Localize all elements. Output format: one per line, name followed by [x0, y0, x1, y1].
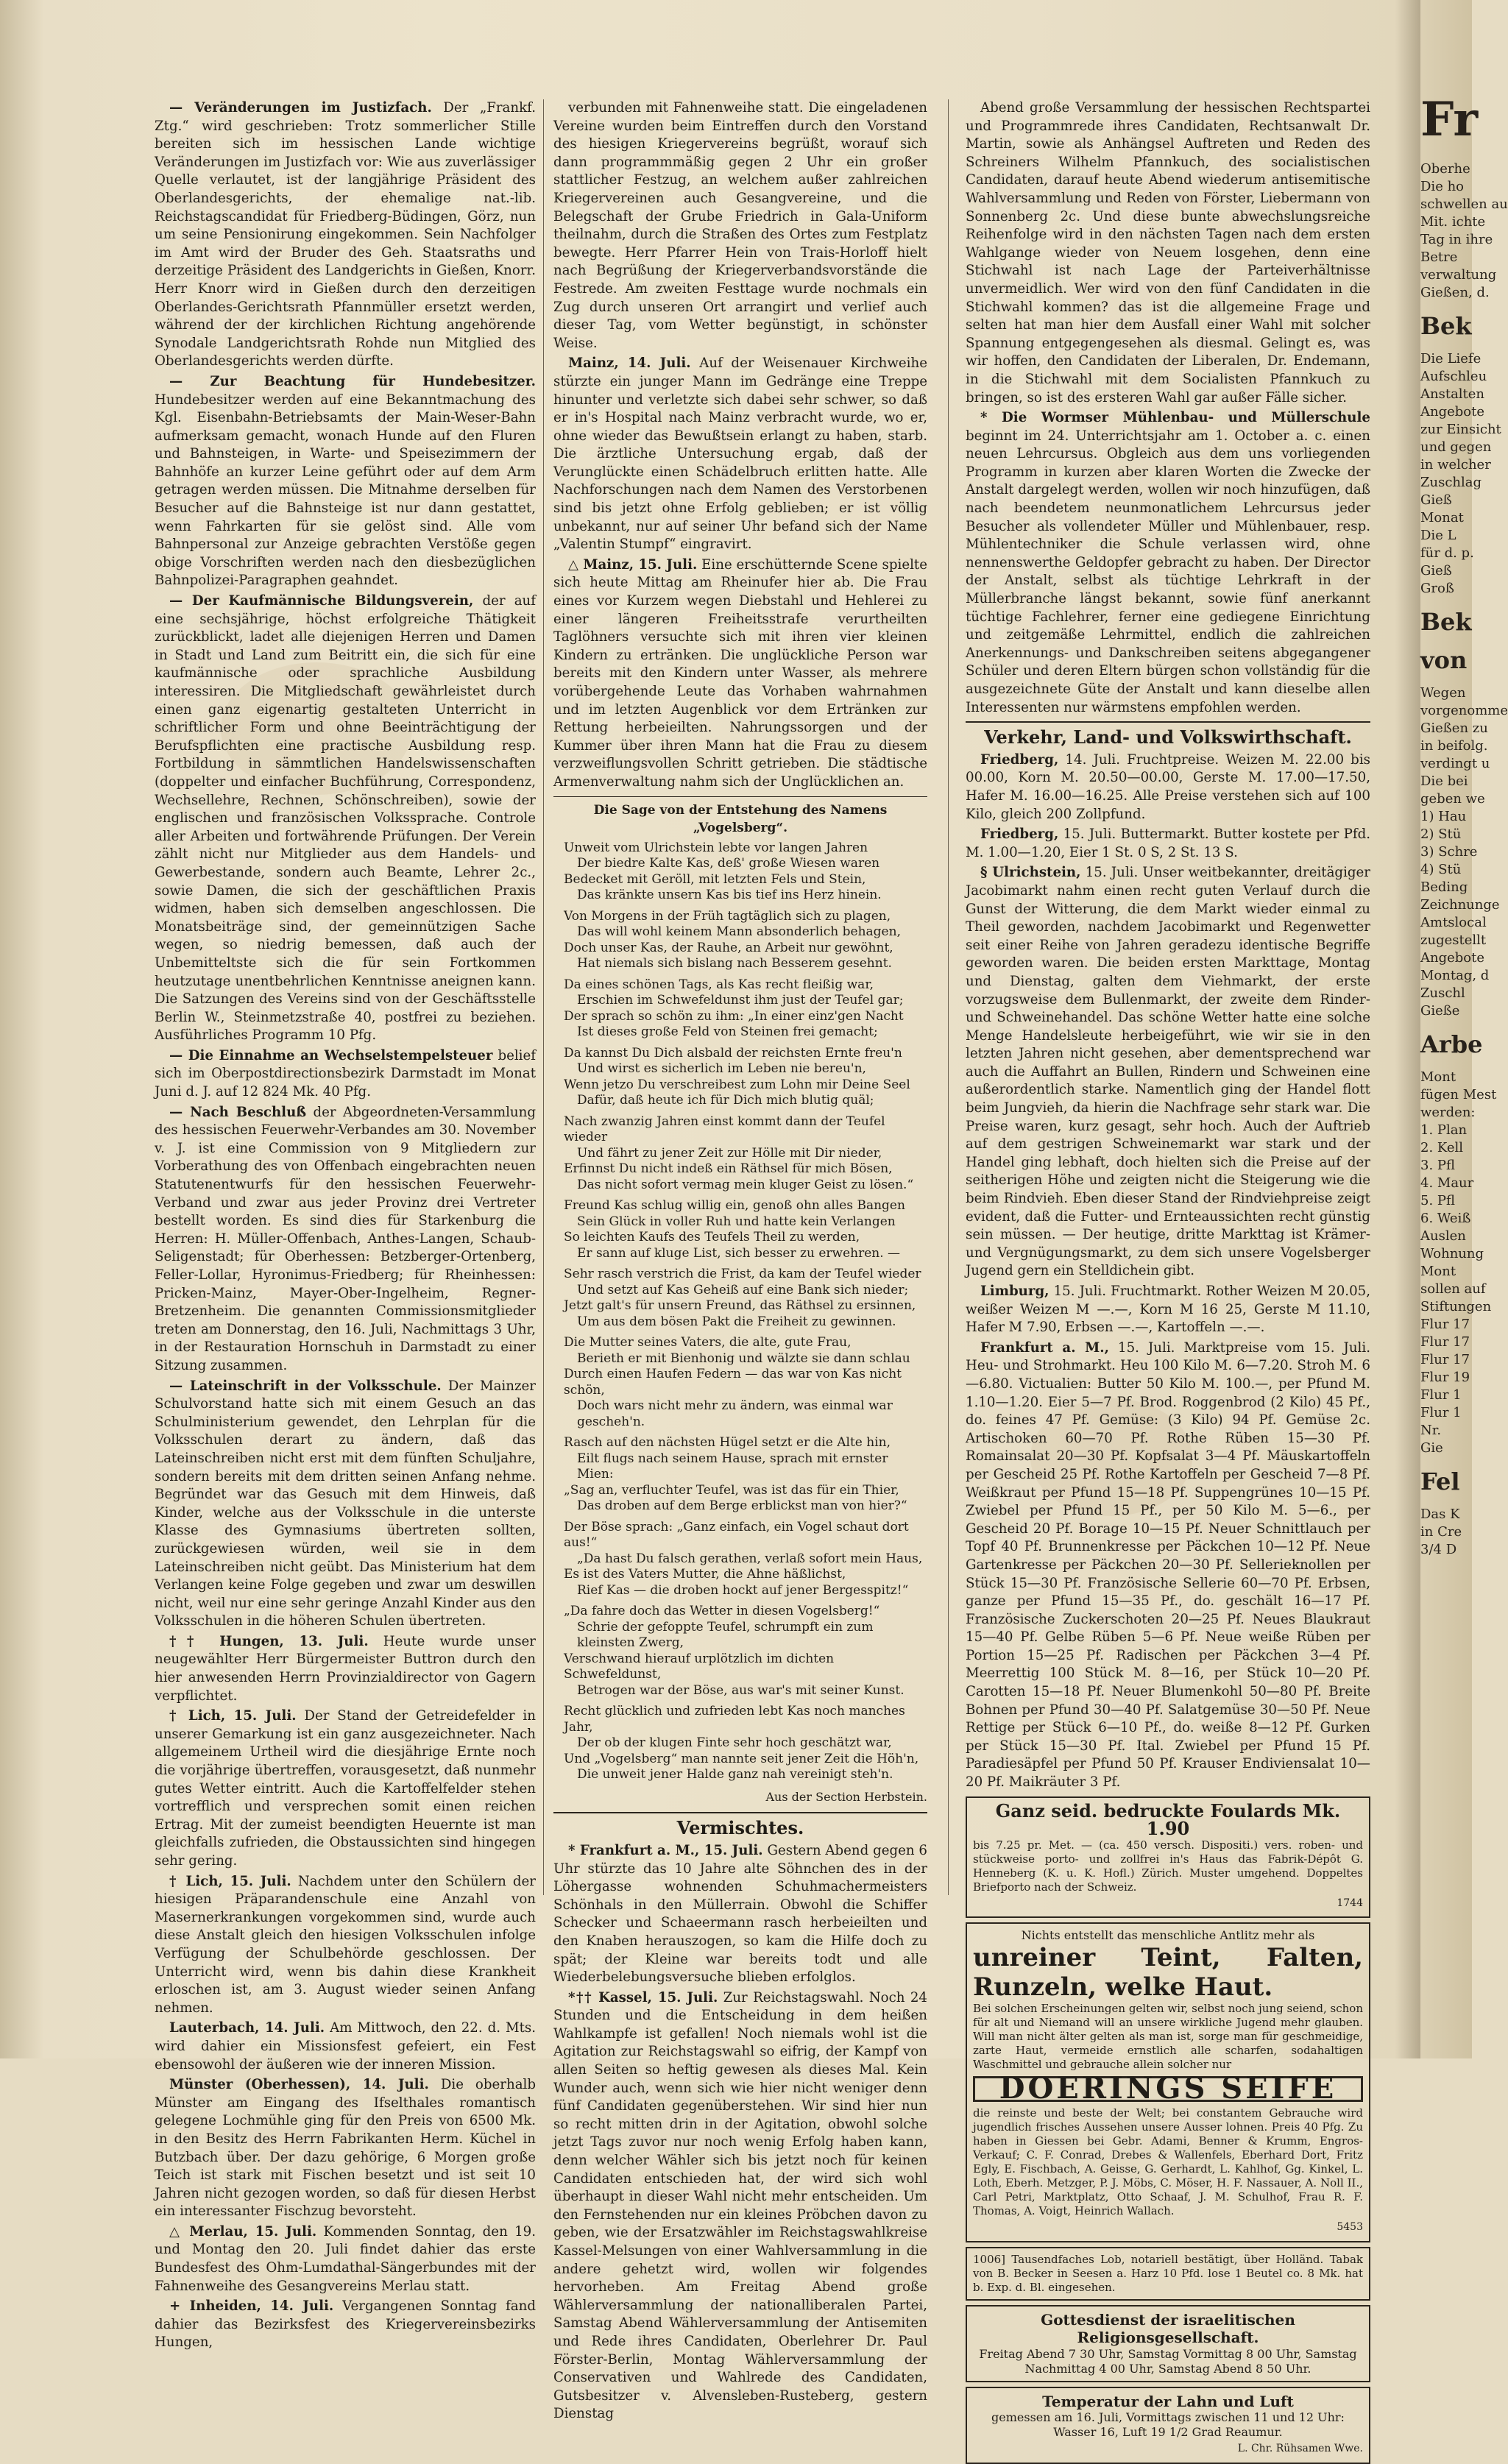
- next-page-text-fragment: Gieß: [1420, 563, 1452, 578]
- article-text: Der „Frankf. Ztg.“ wird geschrieben: Trotz sommerlicher Stille bereiten sich im hessischen Lande wichtige Veränderungen im Justizfach vor: Wie aus zuverlässiger Quelle verlautet, ist der langjährige Präsident des Oberlandesgerichts, der ehemalige nat.-lib. Reichstagscandidat für Friedberg-Büdingen, Görz, nun um seine Pensionirung eingekommen. Sein Nachfolger im Amt wird der Bruder des Geh. Staatsraths und derzeitige Präsident des Landgerichts in Gießen, Knorr. Herr Knorr wird in Gießen durch den derzeitigen Oberlandes-Gerichtsrath Pfannmüller ersetzt werden, während der der kirchlichen Richtung angehörende Synodale Landgerichtsrath Rohde nun Mitglied des Oberlandesgerichts werden dürfte.: [155, 100, 536, 369]
- next-page-text-fragment: Flur 17: [1420, 1352, 1470, 1367]
- next-page-text-fragment: Angebote: [1420, 950, 1485, 966]
- next-page-text-fragment: 3/4 D: [1420, 1542, 1457, 1557]
- poem-line: Schrie der gefoppte Teufel, schrumpft ein zum kleinsten Zwerg,: [577, 1619, 874, 1651]
- section-title-economy: Verkehr, Land- und Volkswirthschaft.: [984, 726, 1352, 748]
- poem-line: Nach zwanzig Jahren einst kommt dann der Teufel wieder: [564, 1114, 885, 1145]
- divider: [966, 721, 1370, 723]
- article-text: Vergangenen Sonntag fand dahier das Bezirksfest des Kriegervereinsbezirks Hungen,: [155, 2298, 536, 2351]
- poem-line: Erschien im Schwefeldunst ihm just der Teufel gar;: [577, 993, 904, 1008]
- next-page-text-fragment: 1) Hau: [1420, 809, 1467, 824]
- next-page-text-fragment: Flur 19: [1420, 1370, 1470, 1385]
- ad-headline: unreiner Teint, Falten, Runzeln, welke Haut.: [973, 1943, 1363, 2003]
- next-page-text-fragment: 4) Stü: [1420, 862, 1462, 877]
- article-text: Kommenden Sonntag, den 19. und Montag den 20. Juli findet dahier das erste Bundesfest des Ohm-Lumdathal-Sängerbundes mit der Fahnenweihe des Gesangvereins Merlau statt.: [155, 2223, 536, 2294]
- next-page-text-fragment: 3. Pfl: [1420, 1158, 1456, 1173]
- article-text: 15. Juli. Unser weitbekannter, dreitägiger Jacobimarkt nahm einen recht guten Verlauf durch die Gunst der Witterung, die dem Markt wieder einmal zu Theil geworden, nachdem Jacobimarkt und Regenwetter seit einer Reihe von Jahren geradezu identische Begriffe geworden waren. Die beiden ersten Markttage, Montag und Dienstag, galten dem Viehmarkt, der erste vorzugsweise dem Bullenmarkt, der zweite dem Rinder- und Schweinehandel. Das schöne Wetter hatte eine solche Menge Handelsleute herbeigeführt, wie wir sie in den letzten Jahren nicht gesehen, aber dementsprechend war auch die Auffahrt an Bullen, Rindern und Schweinen eine außerordentlich starke. Namentlich ging der Handel flott beim Jungvieh, da hierin die Nachfrage sehr stark war. Die Preise waren, kurz gesagt, sehr hoch. Auch der Auftrieb auf dem gestrigen Schweinemarkt war stark und der Handel ging lebhaft, doch hielten sich die Preise auf der seitherigen Höhe und zeigten nicht die Steigerung wie die beim Rindvieh. Eben dieser Stand der Rindviehpreise zeigt evident, daß die Futter- und Ernteaussichten recht günstig sein müssen. — Der heutige, dritte Markttag ist Krämer- und Vergnügungsmarkt, zu dem sich unsere Vogelsberger Jugend gern ein Stelldichein gibt.: [966, 865, 1370, 1279]
- article-text: Der Mainzer Schulvorstand hatte sich mit einem Gesuch an das Schulministerium gewendet, den Lehrplan für die Volksschulen derart zu ändern, daß das Lateinschreiben nicht erst mit dem fünften Schuljahre, sondern bereits mit dem dritten seinen Anfang nehme. Begründet war das Gesuch mit dem Hinweis, daß Kinder, welche aus der Volksschule in die unterste Klasse des Gymnasiums übertreten sollten, zurückgewiesen würden, weil sie in dem Lateinschreiben nicht geübt. Das Ministerium hat dem Verlangen keine Folge gegeben und zwar um deswillen nicht, weil nur eine sehr geringe Anzahl Kinder aus den Volksschulen in die höheren Schulen übertreten.: [155, 1378, 537, 1629]
- next-page-text-fragment: Gießen zu: [1420, 721, 1488, 736]
- next-page-text-fragment: Die Liefe: [1420, 351, 1482, 367]
- notice-temperature: [966, 2387, 1370, 2464]
- poem-line: Recht glücklich und zufrieden lebt Kas noch manches Jahr,: [564, 1704, 905, 1735]
- divider: [553, 796, 927, 797]
- news-continued: [966, 99, 1370, 717]
- poem-line: Unweit vom Ulrichstein lebte vor langen Jahren: [564, 840, 868, 855]
- article-headline: — Lateinschrift in der Volksschule.: [169, 1378, 442, 1394]
- article-headline: † Lich, 15. Juli.: [169, 1708, 297, 1724]
- next-page-text-fragment: 3) Schre: [1420, 844, 1478, 860]
- article-text: belief sich im Oberpostdirectionsbezirk Darmstadt im Monat Juni d. J. auf 12 824 Mk. 40 Pfg.: [155, 1047, 536, 1100]
- poem-line: Rasch auf den nächsten Hügel setzt er die Alte hin,: [564, 1435, 891, 1451]
- article-paragraph: [155, 1047, 536, 1102]
- next-page-text-fragment: Zuschlag: [1420, 475, 1482, 490]
- poem-line: Und setzt auf Kas Geheiß auf eine Bank sich nieder;: [577, 1282, 909, 1298]
- section-title-vermischtes: Vermischtes.: [676, 1817, 804, 1839]
- article-headline: △ Mainz, 15. Juli.: [568, 556, 698, 573]
- next-page-text-fragment: in Cre: [1420, 1524, 1462, 1540]
- article-text: Die oberhalb Münster am Eingang des Ifselthales romantisch gelegene Lochmühle ging für den Preis von 6500 Mk. in den Besitz des Herrn Fabrikanten Herm. Küchel in Butzbach über. Der dazu gehörige, 6 Morgen große Teich ist stark mit Fischen besetzt und ist seit 10 Jahren nicht gezogen worden, so daß für diesen Herbst ein interessanter Fischzug bevorsteht.: [155, 2077, 536, 2220]
- article-text: 15. Juli. Marktpreise vom 15. Juli. Heu- und Strohmarkt. Heu 100 Kilo M. 6—7.20. Stroh M. 6—6.80. Victualien: Butter 50 Kilo M. 100.—, per Pfund M. 1.10—1.20. Eier 5—7 Pf. Brod. Roggenbrod (2 Kilo) 45 Pf., do. feines 47 Pf. Gemüse: (3 Kilo) 94 Pf. Gemüse 2c. Artischoken 60—70 Pf. Rothe Rüben 15—30 Pf. Romainsalat 20—30 Pf. Kopfsalat 3—4 Pf. Mäuskartoffeln per Gescheid 25 Pf. Rothe Kartoffeln per Gescheid 7—8 Pf. Weißkraut per Pfund 15—18 Pf. Suppengrünes 10—15 Pf. Zwiebel per Pfund 15 Pf., per 50 Kilo M. 5—6., per Gescheid 20 Pf. Borage 10—15 Pf. Neuer Schnittlauch per Topf 40 Pf. Brunnenkresse per Päckchen 10—12 Pf. Neue Gartenkresse per Päckchen 20—30 Pf. Sellerieknollen per Stück 15—30 Pf. Französische Sellerie 60—70 Pf. Erbsen, ganze per Pfund 15—35 Pf., do. geschält 16—17 Pf. Französische Zuckerschoten 20—25 Pf. Neues Blaukraut 15—40 Pf. Gelbe Rüben 5—6 Pf. Neue weiße Rüben per Portion 15—25 Pf. Radischen per Päckchen 3—4 Pf. Meerrettig 100 Stück M. 8—16, per Stück 10—20 Pf. Carotten 15—18 Pf. Neuer Blumenkohl 50—80 Pf. Breite Bohnen per Pfund 30—40 Pf. Salatgemüse 30—50 Pf. Neue Rettige per Stück 6—10 Pf., do. weiße 8—12 Pf. Gurken per Stück 15—30 Pf. Ital. Zwiebel per Pfund 15 Pf. Paradiesäpfel per Pfund 50 Pf. Krauser Endiviensalat 10—20 Pf. Maikräuter 3 Pf.: [966, 1339, 1370, 1791]
- poem-line: Der sprach so schön zu ihm: „In einer einz'gen Nacht: [564, 1008, 904, 1024]
- next-page-text-fragment: Nr.: [1420, 1423, 1442, 1438]
- poem-line: Berieth er mit Bienhonig und wälzte sie dann schlau: [577, 1350, 910, 1366]
- next-page-text-fragment: verwaltung: [1420, 267, 1497, 283]
- next-page-text-fragment: Zuschl: [1420, 985, 1465, 1001]
- article-text: Am Mittwoch, den 22. d. Mts. wird dahier ein Missionsfest gefeiert, ein Fest ebensowohl der äußeren wie der inneren Mission.: [155, 2020, 536, 2072]
- article-paragraph: [553, 1842, 927, 1987]
- next-page-text-fragment: Flur 17: [1420, 1317, 1470, 1332]
- poem-stanza: [564, 1046, 927, 1109]
- next-page-text-fragment: 1. Plan: [1420, 1122, 1468, 1138]
- ad-detail: die reinste und beste der Welt; bei constantem Gebrauche wird jugendlich frisches Aussehen unsere Ausser lohnen. Preis 40 Pfg. Zu haben in Giessen bei Gebr. Adami, Benner & Krumm, Engros-Verkauf; C. F. Conrad, Drebes & Wallenfels, Eberhard Dort, Fritz Egly, E. Fischbach, A. Geisse, G. Gerhardt, L. Kahlhof, Gg. Kinkel, L. Loth, Eberh. Metzger, P. J. Möbs, C. Möser, H. F. Nassauer, A. Noll II., Carl Petri, Marktplatz, Otto Schaaf, J. M. Schulhof, Frau R. F. Thomas, A. Voigt, Heinrich Wallach.: [973, 2106, 1363, 2217]
- ad-doerings-seife: [966, 1922, 1370, 2242]
- article-paragraph: [553, 1989, 927, 2424]
- ad-reference: 5453: [1337, 2221, 1363, 2233]
- ad-text: Bei solchen Erscheinungen gelten wir, selbst noch jung seiend, schon für alt und Niemand will an unsere wirkliche Jugend mehr glauben. Will man nicht älter gelten als man ist, sorge man für geschmeidige, zarte Haut, vermeide ernstlich alle scharfen, sodahaltigen Waschmittel und gebrauche allein solcher nur: [973, 2002, 1363, 2072]
- article-text: Auf der Weisenauer Kirchweihe stürzte ein junger Mann im Gedränge eine Treppe hinunter und verletzte sich dabei sehr schwer, so daß er in's Hospital nach Mainz verbracht wurde, wo er, ohne wieder das Bewußtsein erlangt zu haben, starb. Die ärztliche Untersuchung ergab, daß der Verunglückte einen Schädelbruch erlitten hatte. Alle Nachforschungen nach dem Namen des Verstorbenen sind bis jetzt ohne Erfolg geblieben; er ist völlig unbekannt, nur auf seiner Uhr befand sich der Name „Valentin Stumpf“ eingravirt.: [553, 355, 927, 553]
- next-page-text-fragment: Montag, d: [1420, 968, 1490, 983]
- article-headline: + Inheiden, 14. Juli.: [169, 2298, 334, 2315]
- poem-line: Bedecket mit Geröll, mit letzten Fels und Stein,: [564, 871, 866, 887]
- poem-line: Betrogen war der Böse, aus war's mit seiner Kunst.: [577, 1682, 905, 1698]
- poem-line: So leichten Kaufs des Teufels Theil zu werden,: [564, 1230, 860, 1245]
- poem-line: Jetzt galt's für unsern Freund, das Räthsel zu ersinnen,: [564, 1298, 916, 1314]
- article-headline: Münster (Oberhessen), 14. Juli.: [169, 2077, 429, 2093]
- article-headline: Lauterbach, 14. Juli.: [169, 2020, 325, 2036]
- poem-line: Da kannst Du Dich alsbald der reichsten Ernte freu'n: [564, 1045, 902, 1061]
- article-text: 14. Juli. Fruchtpreise. Weizen M. 22.00 bis 00.00, Korn M. 20.50—00.00, Gerste M. 17.00—17.50, Hafer M. 16.00—16.25. Alle Preise verstehen sich auf 100 Kilo, gleich 200 Zollpfund.: [966, 751, 1370, 822]
- article-headline: † Lich, 15. Juli.: [169, 1873, 291, 1889]
- brand-doerings-seife: DOERINGS SEIFE: [973, 2076, 1363, 2102]
- article-headline: *†† Kassel, 15. Juli.: [568, 1989, 718, 2005]
- next-page-text-fragment: zur Einsicht: [1420, 422, 1501, 437]
- next-page-text-fragment: Amtslocal: [1420, 915, 1487, 930]
- article-paragraph: [155, 1707, 536, 1870]
- poem-line: Das kränkte unsern Kas bis tief ins Herz hinein.: [577, 888, 882, 903]
- article-headline: — Die Einnahme an Wechselstempelsteuer: [169, 1047, 493, 1063]
- article-text: Eine erschütternde Scene spielte sich heute Mittag am Rheinufer hier ab. Die Frau eines vor Kurzem wegen Diebstahl und Hehlerei zu einer längeren Freiheitsstrafe verurtheilten Taglöhners versuchte sich mit ihren vier kleinen Kindern zu ertränken. Die unglückliche Person war bereits mit den Kindern unter Wasser, als mehrere vorübergehende Leute das Vorhaben wahrnahmen und im letzten Augenblick vor dem Ertränken zur Rettung herbeieilten. Nahrungssorgen und der Kummer über ihren Mann hat die Frau zu diesem verzweiflungsvollen Schritt getrieben. Die städtische Armenverwaltung nahm sich der Unglücklichen an.: [553, 556, 928, 790]
- next-page-text-fragment: vorgenomme: [1420, 703, 1508, 718]
- poem-line: Verschwand hierauf urplötzlich im dichten Schwefeldunst,: [564, 1651, 835, 1682]
- next-page-text-fragment: Betre: [1420, 249, 1458, 265]
- notice-headline: Gottesdienst der israelitischen Religionsgesellschaft.: [1041, 2310, 1295, 2347]
- next-page-text-fragment: Fel: [1420, 1468, 1460, 1495]
- article-text: Hundebesitzer werden auf eine Bekanntmachung des Kgl. Eisenbahn-Betriebsamts der Main-Weser-Bahn aufmerksam gemacht, wonach Hunde auf den Fluren und Bahnsteigen, in Warte- und Speisezimmern der Bahnhöfe an kurzer Leine geführt oder auf dem Arm getragen werden müssen. Die Mitnahme derselben für Besucher auf die Bahnsteige ist nur dann gestattet, wenn Fahrkarten für sie gelöst sind. Alle vom Bahnpersonal zur Anzeige gebrachten Verstöße gegen obige Vorschriften werden nach den diesbezüglichen Bahnpolizei-Paragraphen geahndet.: [155, 392, 536, 589]
- poem-line: Dafür, daß heute ich für Dich mich blutig quäl;: [577, 1093, 874, 1108]
- next-page-text-fragment: sollen auf: [1420, 1281, 1486, 1297]
- poem-line: Doch wars nicht mehr zu ändern, was einmal war gescheh'n.: [577, 1398, 893, 1429]
- next-page-text-fragment: 2) Stü: [1420, 826, 1462, 842]
- next-page-text-fragment: schwellen au: [1420, 197, 1508, 212]
- next-page-text-fragment: Flur 17: [1420, 1334, 1470, 1350]
- poem-line: Erfinnst Du nicht indeß ein Räthsel für mich Bösen,: [564, 1161, 893, 1177]
- next-page-text-fragment: geben we: [1420, 791, 1485, 807]
- notice-signature: L. Chr. Rühsamen Wwe.: [1237, 2443, 1363, 2455]
- article-text: Zur Reichstagswahl. Noch 24 Stunden und die Entscheidung in dem heißen Wahlkampfe ist gefallen! Noch niemals wohl ist die Agitation zur Reichstagswahl so eifrig, der Kampf von allen Seiten so heftig gewesen als dieses Mal. Kein Wunder auch, wenn sich wie hier nicht weniger denn fünf Candidaten gegenüberstehen. Wir sind hier nun so recht mitten drin in der Agitation, obwohl solche jetzt Tags zuvor nur noch wenig Erfolg haben kann, denn welcher Wähler sich bis jetzt noch für keinen Candidaten entschieden hat, der wird sich wohl überhaupt in dieser Wahl nicht mehr entscheiden. Um den Fernstehenden nur ein kleines Pröbchen davon zu geben, wie der Ersatzwähler im Reichstagswahlkreise Kassel-Melsungen von einer Wahlversammlung in die andere gehetzt wird, wollen wir folgendes hervorheben. Am Freitag Abend große Wählerversammlung der nationalliberalen Partei, Samstag Abend Wählerversammlung der Antisemiten und Rede ihres Candidaten, Oberlehrer Dr. Paul Förster-Berlin, Montag Wählerversammlung der Conservativen und Wahlrede des Candidaten, Gutsbesitzer v. Alvensleben-Rusteberg, gestern Dienstag: [553, 1989, 927, 2422]
- next-page-text-fragment: Gie: [1420, 1440, 1443, 1456]
- poem-line: Die unweit jener Halde ganz nah vereinigt steh'n.: [577, 1767, 893, 1782]
- column-right: [966, 99, 1370, 2455]
- next-page-text-fragment: Mont: [1420, 1264, 1456, 1279]
- next-page-text-fragment: Fr: [1420, 92, 1479, 147]
- next-page-text-fragment: für d. p.: [1420, 545, 1474, 561]
- article-paragraph: [155, 1104, 536, 1376]
- next-page-text-fragment: 2. Kell: [1420, 1140, 1464, 1155]
- poem-line: Durch einen Haufen Federn — das war von Kas nicht schön,: [564, 1367, 902, 1398]
- next-page-text-fragment: Zeichnunge: [1420, 897, 1500, 913]
- next-page-text-fragment: Bek: [1420, 608, 1472, 636]
- article-paragraph: [155, 2223, 536, 2295]
- article-headline: * Die Wormser Mühlenbau- und Müllerschule: [980, 410, 1370, 426]
- ad-tabak-text: 1006] Tausendfaches Lob, notariell bestätigt, über Holländ. Tabak von B. Becker in Seesen a. Harz 10 Pfd. lose 1 Beutel co. 8 Mk. hat b. Exp. d. Bl. eingesehen.: [973, 2252, 1363, 2294]
- next-page-text-fragment: 6. Weiß: [1420, 1211, 1471, 1226]
- article-paragraph: [966, 99, 1370, 407]
- next-page-text-fragment: Wohnung: [1420, 1246, 1484, 1261]
- poem-line: Doch unser Kas, der Rauhe, an Arbeit nur gewöhnt,: [564, 940, 893, 955]
- next-page-text-fragment: Wegen: [1420, 685, 1466, 701]
- poem-line: Eilt flugs nach seinem Hause, sprach mit ernster Mien:: [577, 1451, 888, 1482]
- article-text: Abend große Versammlung der hessischen Rechtspartei und Programmrede ihres Candidaten, Rechtsanwalt Dr. Martin, sowie als Anhängsel Auftreten und Reden des Schreiners Wilhelm Pfannkuch, des socialistischen Candidaten, darauf heute Abend wiederum antisemitische Wahlversammlung und Reden von Förster, Liebermann von Sonnenberg 2c. Und diese bunte abwechslungsreiche Reihenfolge wird in den nächsten Tagen nach dem ersten Wahlgange wieder von Neuem losgehen, denn eine Stichwahl ist nach Lage der Parteiverhältnisse unvermeidlich. Wer wird von den fünf Candidaten in die Stichwahl kommen? das ist die allgemeine Frage und selten hat man hier dem Ausfall einer Wahl mit solcher Spannung entgegengesehen als diesmal. Gelingt es, was wir hoffen, den Candidaten der Liberalen, Dr. Endemann, in die Stichwahl mit dem Socialisten Pfannkuch zu bringen, so ist des ersteren Wahl gar außer Fälle sicher.: [966, 100, 1370, 406]
- next-page-text-fragment: 5. Pfl: [1420, 1193, 1456, 1208]
- next-page-text-fragment: Bek: [1420, 312, 1472, 340]
- poem-line: „Da fahre doch das Wetter in diesen Vogelsberg!“: [564, 1604, 880, 1619]
- next-page-text-fragment: Oberhe: [1420, 161, 1470, 177]
- poem-line: „Sag an, verfluchter Teufel, was ist das für ein Thier,: [564, 1482, 899, 1498]
- article-paragraph: [553, 99, 927, 353]
- poem-line: Da eines schönen Tags, als Kas recht fleißig war,: [564, 977, 874, 992]
- poem-line: Es ist des Vaters Mutter, die Ahne häßlichst,: [564, 1567, 846, 1582]
- next-page-text-fragment: von: [1420, 646, 1468, 674]
- article-headline: — Nach Beschluß: [169, 1104, 307, 1120]
- poem-stanza: [564, 840, 927, 904]
- article-paragraph: [966, 1339, 1370, 1792]
- ad-foulards-headline: Ganz seid. bedruckte Foulards Mk. 1.90: [995, 1799, 1341, 1840]
- poem-signature: Aus der Section Herbstein.: [765, 1789, 927, 1804]
- article-headline: * Frankfurt a. M., 15. Juli.: [568, 1842, 763, 1858]
- poem-line: Das will wohl keinem Mann absonderlich behagen,: [577, 924, 901, 940]
- next-page-text-fragment: zugestellt: [1420, 932, 1487, 948]
- next-page-text-fragment: Die bei: [1420, 773, 1468, 789]
- article-headline: § Ulrichstein,: [980, 865, 1081, 881]
- article-headline: Limburg,: [980, 1284, 1049, 1299]
- next-page-text-fragment: Die L: [1420, 528, 1456, 543]
- next-page-text-fragment: Arbe: [1420, 1030, 1483, 1058]
- article-paragraph: [966, 864, 1370, 1281]
- next-page-text-fragment: Flur 1: [1420, 1405, 1462, 1420]
- poem-line: Von Morgens in der Früh tagtäglich sich zu plagen,: [564, 908, 891, 924]
- article-paragraph: [155, 2076, 536, 2221]
- poem-stanza: [564, 1267, 927, 1330]
- article-headline: †† Hungen, 13. Juli.: [169, 1633, 369, 1649]
- article-headline: Frankfurt a. M.,: [980, 1339, 1109, 1356]
- article-text: Heute wurde unser neugewählter Herr Bürgermeister Buttron durch den hier anwesenden Herrn Provinzialdirector von Gagern verpflichtet.: [155, 1633, 536, 1704]
- next-page-text-fragment: Das K: [1420, 1507, 1460, 1522]
- divider: [553, 1812, 927, 1813]
- adjacent-page-fragment: [1420, 88, 1508, 1899]
- miscellaneous-news: [553, 1842, 927, 2424]
- article-text: Gestern Abend gegen 6 Uhr stürzte das 10 Jahre alte Söhnchen des in der Löhergasse wohnenden Schuhmachermeisters Schönhals in den Müllerrain. Obwohl die Schiffer Schecker und Schaeermann rasch herbeieilten und den Knaben herauszogen, so kam die Hilfe doch zu spät; der Kleine war bereits todt und alle Wiederbelebungsversuche blieben erfolglos.: [553, 1842, 927, 1986]
- next-page-text-fragment: Mont: [1420, 1069, 1456, 1085]
- ad-reference: 1744: [1337, 1897, 1363, 1909]
- poem-stanza: [564, 977, 927, 1041]
- next-page-text-fragment: Tag in ihre: [1420, 232, 1493, 247]
- poem: [564, 840, 927, 1783]
- next-page-text-fragment: Angebote: [1420, 404, 1485, 419]
- poem-line: Wenn jetzo Du verschreibest zum Lohn mir Deine Seel: [564, 1077, 910, 1092]
- next-page-text-fragment: Gießen, d.: [1420, 285, 1490, 300]
- local-news-continued: [553, 99, 927, 792]
- poem-line: Das nicht sofort vermag mein kluger Geist zu lösen.“: [577, 1177, 914, 1192]
- poem-stanza: [564, 1604, 927, 1699]
- article-paragraph: [966, 409, 1370, 717]
- column-middle: [553, 99, 928, 2422]
- notice-text: gemessen am 16. Juli, Vormittags zwischen 11 und 12 Uhr: Wasser 16, Luft 19 1/2 Grad Reaumur.: [991, 2410, 1345, 2440]
- poem-stanza: [564, 1704, 927, 1783]
- poem-line: Und „Vogelsberg“ man nannte seit jener Zeit die Höh'n,: [564, 1751, 919, 1766]
- poem-line: Die Mutter seines Vaters, die alte, gute Frau,: [564, 1335, 852, 1350]
- next-page-text-fragment: 4. Maur: [1420, 1175, 1474, 1191]
- next-page-text-fragment: und gegen: [1420, 439, 1492, 455]
- article-text: Der Stand der Getreidefelder in unserer Gemarkung ist ein ganz ausgezeichneter. Nach allgemeinem Urtheil wird die diesjährige Ernte noch die vorjährige übertreffen, vorausgesetzt, daß nunmehr gutes Wetter eintritt. Auch die Kartoffelfelder stehen vortrefflich und versprechen somit einen reichen Ertrag. Mit der zumeist beendigten Heuernte ist man gleichfalls zufrieden, die Obstaussichten sind hingegen sehr gering.: [155, 1708, 536, 1869]
- poem-line: Der Böse sprach: „Ganz einfach, ein Vogel schaut dort aus!“: [564, 1519, 909, 1551]
- column-rule: [948, 99, 949, 1895]
- article-paragraph: [155, 1633, 536, 1705]
- next-page-text-fragment: Flur 1: [1420, 1387, 1462, 1403]
- poem-stanza: [564, 1435, 927, 1515]
- next-page-text-fragment: Monat: [1420, 510, 1464, 525]
- article-paragraph: [155, 2298, 536, 2352]
- article-text: 15. Juli. Buttermarkt. Butter kostete per Pfd. M. 1.00—1.20, Eier 1 St. 0 S, 2 St. 13 S.: [966, 826, 1370, 860]
- article-headline: △ Merlau, 15. Juli.: [169, 2223, 317, 2240]
- next-page-text-fragment: Gieß: [1420, 492, 1452, 508]
- article-paragraph: [155, 1873, 536, 2018]
- next-page-text-fragment: Anstalten: [1420, 386, 1485, 402]
- article-text: Nachdem unter den Schülern der hiesigen Präparandenschule eine Anzahl von Masernerkrankungen vorgekommen sind, wurde auch diese Anstalt gleich den hiesigen Volksschulen infolge Verfügung der Schulbehörde geschlossen. Der Unterricht wird, wenn bis dahin diese Krankheit erloschen ist, am 3. August wieder seinen Anfang nehmen.: [155, 1873, 536, 2016]
- next-page-text-fragment: in beifolg.: [1420, 738, 1488, 754]
- article-paragraph: [155, 99, 536, 371]
- notice-headline: Temperatur der Lahn und Luft: [1042, 2392, 1294, 2410]
- article-paragraph: [553, 556, 927, 792]
- article-paragraph: [553, 355, 927, 554]
- poem-line: Er sann auf kluge List, sich besser zu erwehren. —: [577, 1245, 901, 1261]
- market-reports: [966, 751, 1370, 1792]
- poem-line: Rief Kas — die droben hockt auf jener Bergesspitz!“: [577, 1582, 909, 1598]
- article-headline: Mainz, 14. Juli.: [568, 355, 691, 372]
- next-page-text-fragment: Die ho: [1420, 179, 1464, 194]
- next-page-text-fragment: Auslen: [1420, 1228, 1466, 1244]
- article-paragraph: [155, 373, 536, 590]
- article-headline: — Der Kaufmännische Bildungsverein,: [169, 593, 474, 609]
- article-text: der Abgeordneten-Versammlung des hessischen Feuerwehr-Verbandes am 30. November v. J. ist eine Commission von 9 Mitgliedern zur Vorberathung des von Offenbach eingebrachten neuen Statutenentwurfs für den hessischen Feuerwehr-Verband und zwar aus jeder Provinz drei Vertreter bestellt worden. Es sind dies für Starkenburg die Herren: H. Müller-Offenbach, Anthes-Langen, Schaub-Seligenstadt; für Oberhessen: Betzberger-Ortenberg, Feller-Lollar, Hyronimus-Friedberg; für Rheinhessen: Pricken-Mainz, Mayer-Ober-Ingelheim, Regner-Bretzenheim. Die genannten Commissionsmitglieder treten am Donnerstag, den 16. Juli, Nachmittags 3 Uhr, in der Restauration Hornschuh in Darmstadt zu einer Sitzung zusammen.: [155, 1104, 536, 1373]
- poem-stanza: [564, 909, 927, 972]
- article-headline: — Veränderungen im Justizfach.: [169, 100, 432, 116]
- article-paragraph: [155, 2019, 536, 2074]
- article-paragraph: [966, 826, 1370, 862]
- ad-tabak: [966, 2247, 1370, 2301]
- next-page-text-fragment: Aufschleu: [1420, 369, 1487, 384]
- article-text: der auf eine sechsjährige, höchst erfolgreiche Thätigkeit zurückblickt, ladet alle diejenigen Herren und Damen in Stadt und Land zum Beitritt ein, die sich für eine kaufmännische oder sprachliche Ausbildung interessiren. Die Mitgliedschaft gewährleistet durch einen ganz eigenartig gestalteten Unterricht in schriftlicher Form und ohne Beeinträchtigung der Berufspflichten eine practische Ausbildung resp. Fortbildung in sämmtlichen Handelswissenschaften (doppelter und einfacher Buchführung, Correspondenz, Wechsellehre, Rechnen, Schönschreiben), sowie der englischen und französischen Volkssprache. Controle aller Arbeiten und fortwährende Prüfungen. Der Verein zählt nicht nur Mitglieder aus dem Handels- und Gewerbestande, sondern auch Beamte, Lehrer 2c., sowie Damen, die sich der geschäftlichen Praxis widmen, haben sich demselben angeschlossen. Die Monatsbeiträge sind, der gemeinnützigen Sache wegen, so niedrig bemessen, daß auch der Unbemitteltste sich die für sein Fortkommen heutzutage unentbehrlichen Kenntnisse aneignen kann. Die Satzungen des Vereins sind von der Geschäftsstelle Berlin W., Steinmetzstraße 40, postfrei zu beziehen. Ausführliches Programm 10 Pfg.: [155, 593, 536, 1044]
- article-text: 15. Juli. Fruchtmarkt. Rother Weizen M 20.05, weißer Weizen M —.—, Korn M 16 25, Gerste M 11.10, Hafer M 7.90, Erbsen —.—, Kartoffeln —.—.: [966, 1284, 1370, 1336]
- poem-line: Ist dieses große Feld von Steinen frei gemacht;: [577, 1024, 878, 1040]
- article-headline: Friedberg,: [980, 826, 1059, 843]
- next-page-text-fragment: Groß: [1420, 581, 1454, 596]
- article-headline: Friedberg,: [980, 751, 1059, 768]
- poem-line: Und wirst es sicherlich im Leben nie bereu'n,: [577, 1061, 866, 1077]
- column-rule: [543, 99, 544, 1895]
- poem-stanza: [564, 1114, 927, 1194]
- notice-gottesdienst: [966, 2305, 1370, 2382]
- poem-line: Um aus dem bösen Pakt die Freiheit zu gewinnen.: [577, 1314, 896, 1329]
- poem-stanza: [564, 1335, 927, 1430]
- next-page-text-fragment: Beding: [1420, 879, 1468, 895]
- poem-line: Sehr rasch verstrich die Frist, da kam der Teufel wieder: [564, 1267, 921, 1282]
- poem-line: Das droben auf dem Berge erblickst man von hier?“: [577, 1498, 907, 1514]
- poem-line: Der ob der klugen Finte sehr hoch geschätzt war,: [577, 1735, 892, 1751]
- article-paragraph: [966, 751, 1370, 824]
- article-text: verbunden mit Fahnenweihe statt. Die eingeladenen Vereine wurden beim Eintreffen durch den Vorstand des hiesigen Kriegervereins begrüßt, worauf sich dann programmmäßig gegen 2 Uhr ein großer stattlicher Festzug, an welchem außer zahlreichen Kriegervereinen auch Gesangvereine, und die Belegschaft der Grube Friedrich in Gala-Uniform theilnahm, durch die Straßen des Ortes zum Festplatz bewegte. Herr Pfarrer Hein von Trais-Horloff hielt nach Begrüßung der Kriegerverbandsvorstände die Festrede. Am zweiten Festtage wurde nochmals ein Zug durch unseren Ort arrangirt und verlief auch dieser Tag, vom Wetter begünstigt, in schönster Weise.: [553, 100, 927, 351]
- notice-text: Freitag Abend 7 30 Uhr, Samstag Vormittag 8 00 Uhr, Samstag Nachmittag 4 00 Uhr, Samstag Abend 8 50 Uhr.: [979, 2346, 1357, 2376]
- poem-line: Hat niemals sich bislang nach Besserem gesehnt.: [577, 956, 892, 971]
- article-text: beginnt im 24. Unterrichtsjahr am 1. October a. c. einen neuen Lehrcursus. Obgleich aus dem uns vorliegenden Programm in kurzen aber klaren Worten die Zwecke der Anstalt dargelegt werden, wollen wir noch hinzufügen, daß nach beendetem neunmonatlichem Lehrcursus jeder Besucher als vollendeter Müller und Mühlenbauer, resp. Mühlentechniker die Schule verlassen wird, ohne nennenswerthe Geldopfer gebracht zu haben. Der Director der Anstalt, selbst als tüchtige Lehrkraft in der Müllerbranche längst bekannt, sowie fünf anerkannt tüchtige Fachlehrer, ferner eine gediegene Einrichtung und zeitgemäße Lehrmittel, endlich die zahlreichen Anerkennungs- und Dankschreiben seitens abgegangener Schüler und deren Eltern bürgen schon vollständig für die ausgezeichnete Güte der Anstalt und kann dieselbe allen Interessenten nur wärmstens empfohlen werden.: [966, 428, 1370, 715]
- poem-line: Der biedre Kalte Kas, deß' große Wiesen waren: [577, 856, 880, 871]
- next-page-text-fragment: in welcher: [1420, 457, 1491, 472]
- article-paragraph: [155, 1378, 536, 1631]
- poem-line: „Da hast Du falsch gerathen, verlaß sofort mein Haus,: [577, 1551, 923, 1566]
- next-page-text-fragment: fügen Mest: [1420, 1087, 1497, 1102]
- article-paragraph: [155, 592, 536, 1045]
- poem-line: Und fährt zu jener Zeit zur Hölle mit Dir nieder,: [577, 1145, 882, 1161]
- ad-intro: Nichts entstellt das menschliche Antlitz mehr als: [1021, 1928, 1315, 1943]
- next-page-text-fragment: verdingt u: [1420, 756, 1490, 771]
- next-page-text-fragment: Mit. ichte: [1420, 214, 1486, 230]
- ad-foulards-text: bis 7.25 pr. Met. — (ca. 450 versch. Dispositi.) vers. roben- und stückweise porto- und zollfrei in's Haus das Fabrik-Dépôt G. Henneberg (K. u. K. Hofl.) Zürich. Muster umgehend. Doppeltes Briefporto nach der Schweiz.: [973, 1838, 1363, 1894]
- poem-line: Freund Kas schlug willig ein, genoß ohn alles Bangen: [564, 1198, 905, 1214]
- page-fold-shadow: [1395, 0, 1420, 2058]
- poem-line: Sein Glück in voller Ruh und hatte kein Verlangen: [577, 1214, 896, 1229]
- ad-foulards: [966, 1796, 1370, 1919]
- article-headline: — Zur Beachtung für Hundebesitzer.: [169, 373, 536, 389]
- poem-stanza: [564, 1198, 927, 1261]
- next-page-text-fragment: Stiftungen: [1420, 1299, 1492, 1314]
- poem-stanza: [564, 1520, 927, 1599]
- next-page-text-fragment: Gieße: [1420, 1003, 1460, 1019]
- poem-title: Die Sage von der Entstehung des Namens „Vogelsberg“.: [593, 802, 888, 836]
- article-paragraph: [966, 1283, 1370, 1337]
- next-page-text-fragment: werden:: [1420, 1105, 1476, 1120]
- column-left: [155, 99, 537, 2351]
